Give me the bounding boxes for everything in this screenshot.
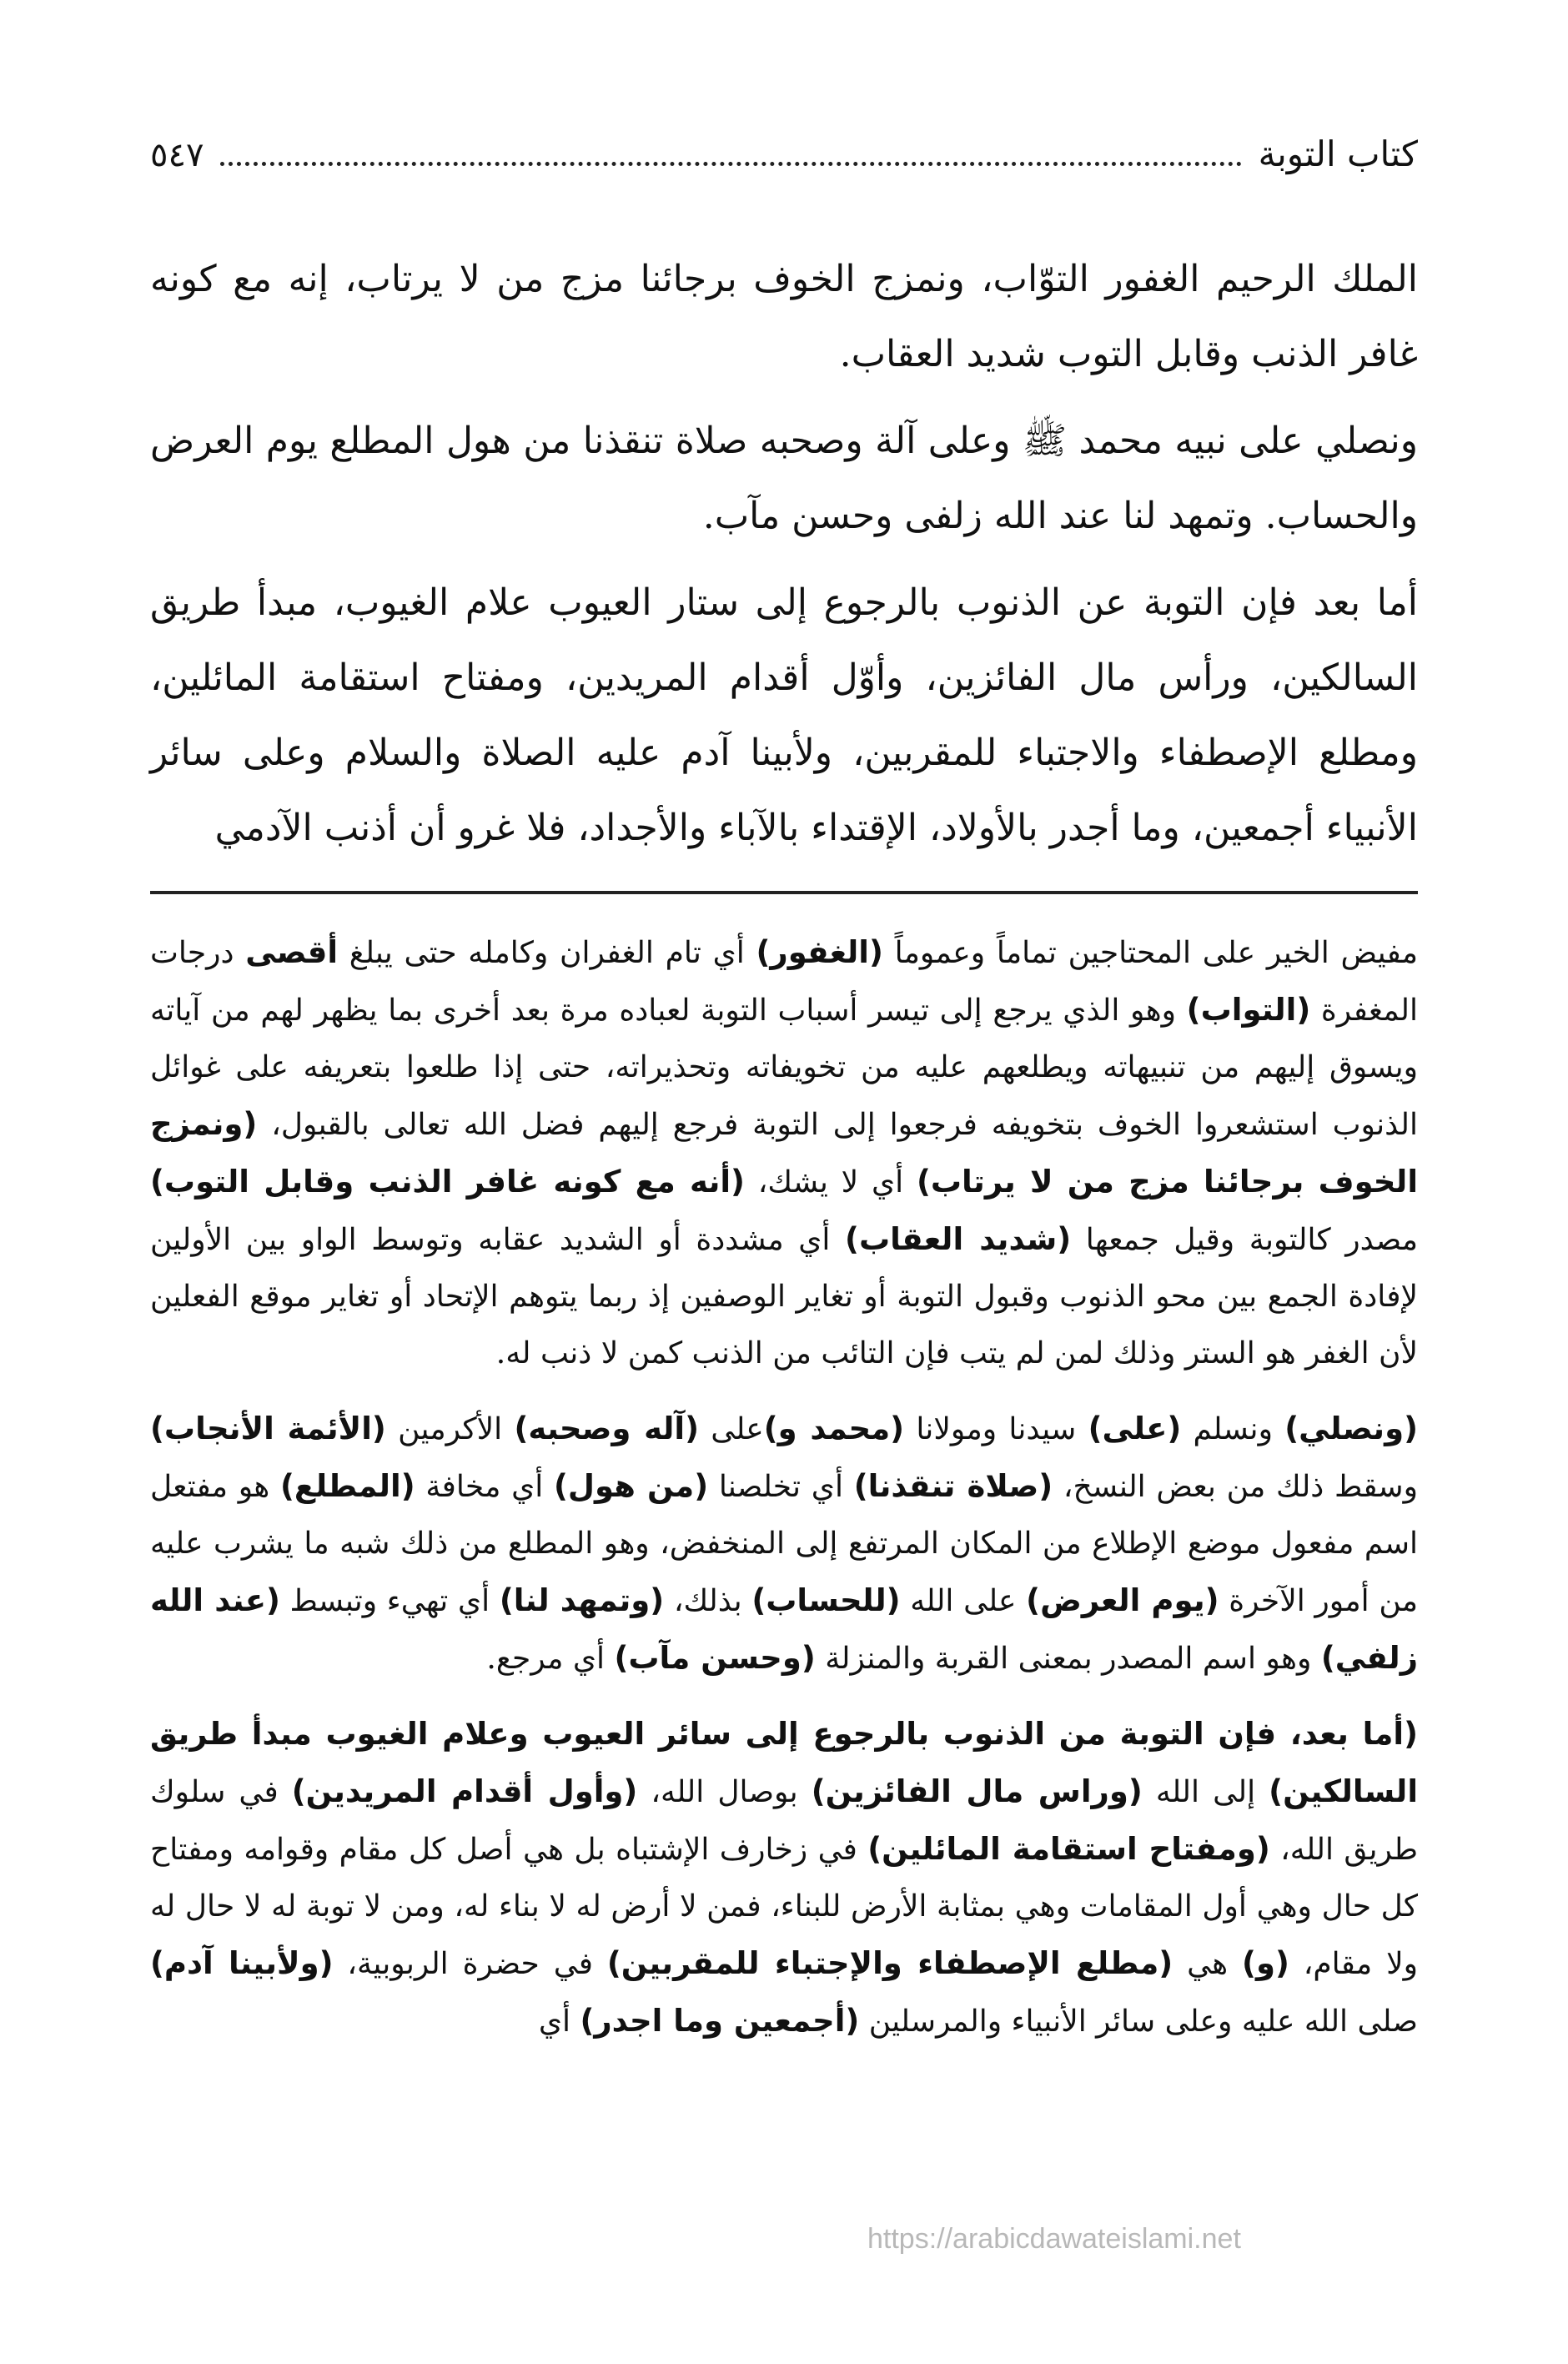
main-paragraph: ونصلي على نبيه محمد ﷺ وعلى آلة وصحبه صلاة تنقذنا من هول المطلع يوم العرض والحساب. وتمهد لنا عند الله زلفى وحسن مآب. <box>150 420 1418 537</box>
commentary-text: أي تخلصنا <box>708 1470 854 1504</box>
commentary-quote: (آله وصحبه) <box>514 1411 700 1446</box>
commentary-text: أي لا يشك، <box>744 1165 917 1200</box>
commentary-text: صلى الله عليه وعلى سائر الأنبياء والمرسلين <box>859 2004 1418 2039</box>
header-dot-leader <box>220 137 1241 166</box>
commentary-text: أي <box>538 2004 580 2039</box>
commentary-quote: (من هول) <box>553 1468 709 1504</box>
commentary-paragraph <box>150 924 1418 1382</box>
commentary-text: إلى الله <box>1142 1775 1269 1809</box>
commentary-text: مصدر كالتوبة وقيل جمعها <box>1071 1223 1419 1257</box>
main-text <box>150 242 1418 866</box>
commentary-quote: (أجمعين وما اجدر) <box>580 2003 860 2039</box>
commentary-paragraph <box>150 1401 1418 1687</box>
commentary <box>150 924 1418 2050</box>
commentary-quote: (أما بعد، فإن التوبة من الذنوب بالرجوع إلى سائر العيوب وعلام الغيوب مبدأ طريق السالكين) <box>150 1716 1418 1809</box>
commentary-text: في سلوك طريق الله، <box>150 1775 1418 1867</box>
commentary-quote: (على) <box>1088 1411 1182 1446</box>
commentary-quote: (عند الله زلفي) <box>150 1582 1418 1676</box>
commentary-text: وسقط ذلك من بعض النسخ، <box>1053 1470 1418 1504</box>
chapter-title: كتاب التوبة <box>1258 133 1418 174</box>
commentary-text: مفيض الخير على المحتاجين تماماً وعموماً <box>882 936 1418 970</box>
main-paragraph: الملك الرحيم الغفور التوّاب، ونمزج الخوف برجائنا مزج من لا يرتاب، إنه مع كونه غافر الذنب وقابل التوب شديد العقاب. <box>150 258 1418 375</box>
commentary-text: في حضرة الربوبية، <box>333 1947 607 1981</box>
commentary-quote: (المطلع) <box>280 1468 415 1504</box>
commentary-text: أي مخافة <box>415 1470 554 1504</box>
commentary-quote: (للحساب) <box>751 1582 901 1618</box>
footnote-separator <box>150 891 1418 894</box>
commentary-text: هي <box>1173 1947 1243 1981</box>
main-paragraph: أما بعد فإن التوبة عن الذنوب بالرجوع إلى ستار العيوب علام الغيوب، مبدأ طريق السالكين، ورأس مال الفائزين، وأوّل أقدام المريدين، ومفتاح استقامة المائلين، ومطلع الإصطفاء والاجتباء للمقربين، ولأبينا آدم عليه الصلاة والسلام وعلى سائر الأنبياء أجمعين، وما أجدر بالأولاد، الإقتداء بالآباء والأجداد، فلا غرو أن أذنب الآدمي <box>150 581 1418 849</box>
commentary-quote: (أنه مع كونه غافر الذنب وقابل التوب) <box>150 1164 745 1200</box>
commentary-text: وهو الذي يرجع إلى تيسر أسباب التوبة لعباده مرة بعد أخرى بما يظهر لهم من آياته ويسوق إليهم من تنبيهاته ويطلعهم عليه من تخويفاته وتحذيراته، حتى إذا طلعوا بتعريفه على غوائل الذنوب استشعروا الخوف بتخويفه فرجعوا إلى التوبة فرجع إليهم فضل الله تعالى بالقبول، <box>150 993 1418 1142</box>
commentary-text: أي تام الغفران وكامله حتى يبلغ <box>338 936 756 970</box>
commentary-text: في زخارف الإشتباه بل هي أصل كل مقام وقوامه ومفتاح كل حال وهي أول المقامات وهي بمثابة الأرض للبناء، فمن لا أرض له لا بناء له، ومن لا توبة له لا حال له ولا مقام، <box>150 1833 1418 1981</box>
commentary-quote: (وراس مال الفائزين) <box>811 1773 1143 1809</box>
commentary-quote: (مطلع الإصطفاء والإجتباء للمقربين) <box>606 1945 1173 1981</box>
commentary-quote: (وحسن مآب) <box>614 1640 816 1676</box>
commentary-text: أي تهيء وتبسط <box>279 1584 500 1618</box>
commentary-paragraph <box>150 1706 1418 2050</box>
commentary-quote: (الغفور) <box>756 934 883 970</box>
book-page <box>150 133 1418 2319</box>
commentary-text: على الله <box>900 1584 1027 1618</box>
commentary-text: ونسلم <box>1181 1412 1285 1446</box>
commentary-quote: (التواب) <box>1186 992 1311 1028</box>
commentary-text: على <box>699 1412 764 1446</box>
commentary-quote: (الأئمة الأنجاب) <box>150 1411 386 1446</box>
running-header <box>150 133 1418 200</box>
commentary-quote: (وأول أقدام المريدين) <box>291 1773 638 1809</box>
commentary-quote: (ومفتاح استقامة المائلين) <box>867 1831 1270 1867</box>
commentary-text: أي مرجع. <box>486 1642 615 1676</box>
commentary-text: سيدنا ومولانا <box>904 1412 1088 1446</box>
commentary-text: وهو اسم المصدر بمعنى القربة والمنزلة <box>815 1642 1321 1676</box>
commentary-quote: (يوم العرض) <box>1026 1582 1219 1618</box>
commentary-quote: (ولأبينا آدم) <box>150 1945 334 1981</box>
commentary-quote: (صلاة تنقذنا) <box>853 1468 1053 1504</box>
commentary-text: أي مشددة أو الشديد عقابه وتوسط الواو بين الأولين لإفادة الجمع بين محو الذنوب وقبول التوبة أو تغاير الوصفين إذ ربما يتوهم الإتحاد أو تغاير موقع الفعلين لأن الغفر هو الستر وذلك لمن لم يتب فإن التائب من الذنب كمن لا ذنب له. <box>150 1223 1418 1371</box>
commentary-quote: (محمد و) <box>763 1411 905 1446</box>
commentary-text: بوصال الله، <box>637 1775 812 1809</box>
watermark-url: https://arabicdawateislami.net <box>867 2223 1241 2255</box>
commentary-text: بذلك، <box>664 1584 752 1618</box>
commentary-text: الأكرمين <box>385 1412 515 1446</box>
commentary-quote: (ونصلي) <box>1284 1411 1418 1446</box>
commentary-quote: (و) <box>1242 1945 1289 1981</box>
page-number: ٥٤٧ <box>150 136 204 174</box>
commentary-quote: (شديد العقاب) <box>845 1221 1072 1257</box>
commentary-quote: (وتمهد لنا) <box>499 1582 665 1618</box>
commentary-quote: أقصى <box>245 934 339 970</box>
commentary-quote: (ونمزج الخوف برجائنا مزج من لا يرتاب) <box>150 1106 1419 1200</box>
commentary-text: هو مفتعل اسم مفعول موضع الإطلاع من المكان المرتفع إلى المنخفض، وهو المطلع من ذلك شبه ما يشرب عليه من أمور الآخرة <box>150 1470 1419 1618</box>
commentary-text: درجات المغفرة <box>150 936 1419 1028</box>
